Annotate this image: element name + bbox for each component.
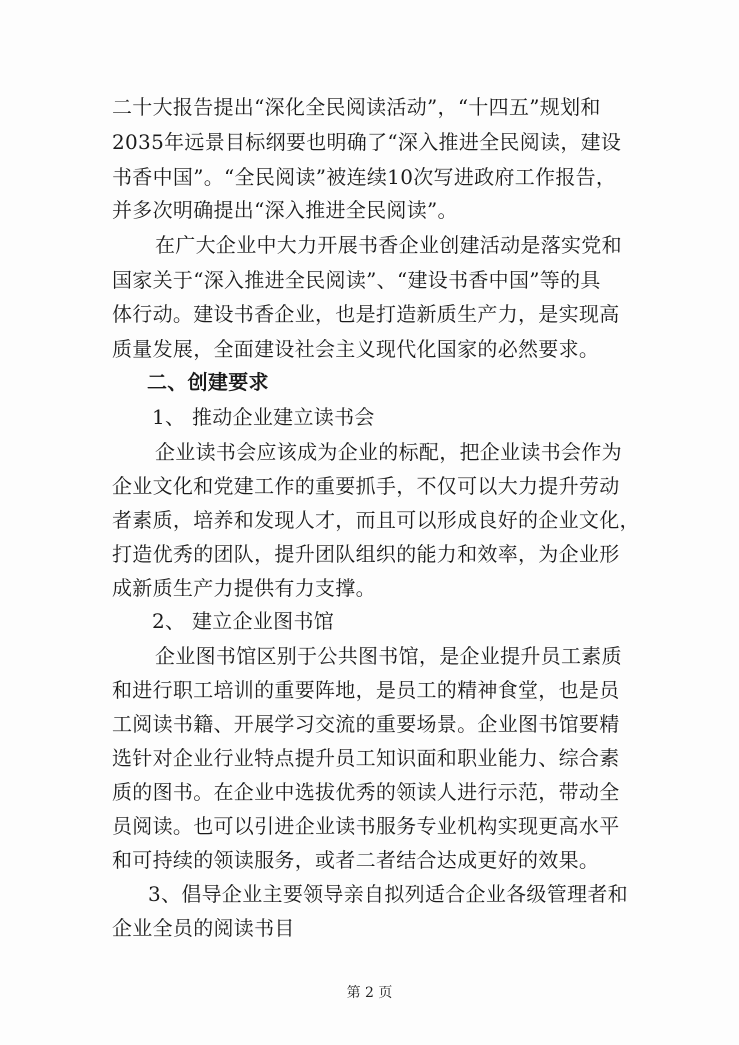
paragraph-first-line: 在广大企业中大力开展书香企业创建活动是落实党和 [155,233,622,257]
text-line: 质量发展，全面建设社会主义现代化国家的必然要求。 [112,337,600,361]
subsection-heading: 2、 建立企业图书馆 [152,609,335,633]
text-line: 国家关于“深入推进全民阅读”、“建设书香中国”等的具 [112,268,601,292]
text-line: 和可持续的领读服务，或者二者结合达成更好的效果。 [112,848,600,872]
text-line: 企业文化和党建工作的重要抓手，不仅可以大力提升劳动 [112,474,620,498]
text-line: 2035年远景目标纲要也明确了“深入推进全民阅读，建设 [112,130,622,154]
paragraph-first-line: 企业图书馆区别于公共图书馆，是企业提升员工素质 [155,644,622,668]
text-line: 并多次明确提出“深入推进全民阅读”。 [112,198,458,222]
paragraph-first-line: 企业读书会应该成为企业的标配，把企业读书会作为 [155,440,622,464]
text-line: 企业全员的阅读书目 [112,916,295,940]
text-line: 书香中国”。“全民阅读”被连续10次写进政府工作报告， [112,165,617,189]
text-line: 成新质生产力提供有力支撑。 [112,576,376,600]
subsection-heading: 3、倡导企业主要领导亲自拟列适合企业各级管理者和 [148,882,628,906]
section-heading: 二、创建要求 [147,370,269,394]
text-line: 打造优秀的团队，提升团队组织的能力和效率，为企业形 [112,542,620,566]
text-line: 员阅读。也可以引进企业读书服务专业机构实现更高水平 [112,814,620,838]
text-line: 工阅读书籍、开展学习交流的重要场景。企业图书馆要精 [112,712,620,736]
text-line: 质的图书。在企业中选拔优秀的领读人进行示范，带动全 [112,780,620,804]
text-line: 者素质，培养和发现人才，而且可以形成良好的企业文化， [112,508,640,532]
subsection-heading: 1、 推动企业建立读书会 [152,405,375,429]
text-line: 选针对企业行业特点提升员工知识面和职业能力、综合素 [112,746,620,770]
page-number: 第 2 页 [346,985,393,1001]
text-line: 和进行职工培训的重要阵地，是员工的精神食堂，也是员 [112,678,620,702]
text-line: 体行动。建设书香企业，也是打造新质生产力，是实现高 [112,302,620,326]
text-line: 二十大报告提出“深化全民阅读活动”，“十四五”规划和 [112,95,601,119]
